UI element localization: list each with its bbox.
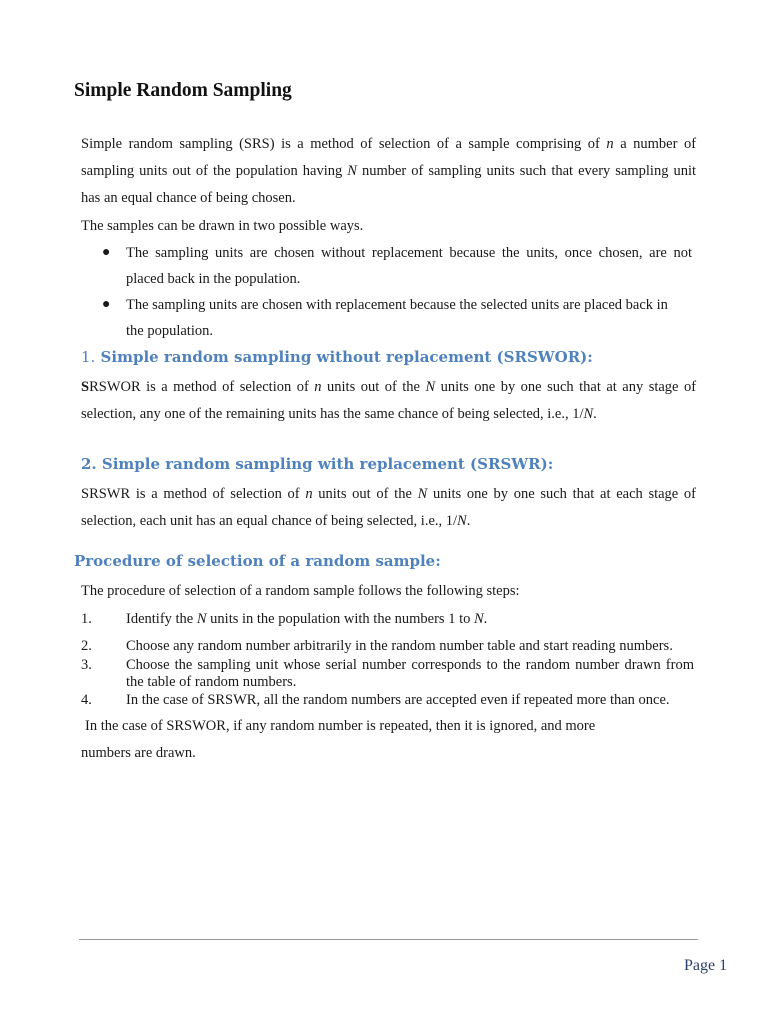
section2-paragraph: SRSWR is a method of selection of n units out of the N units one by one such that at each stage of selection, each unit has an equal chance of being selected, i.e., 1/N. [81,486,697,529]
page-title: Simple Random Sampling [74,80,292,101]
procedure-intro: The procedure of selection of a random sample follows the following steps: [81,583,520,599]
page-number: Page 1 [684,957,728,974]
procedure-heading: Procedure of selection of a random sample: [74,552,441,570]
bullet-icon: ● [102,245,111,260]
closing-line-1: In the case of SRSWOR, if any random number is repeated, then it is ignored, and more [85,718,596,734]
footer-divider [79,939,698,940]
section2-heading: 2. Simple random sampling with replacement (SRSWR): [81,455,554,473]
variable-N: N [347,163,357,179]
section1-paragraph: SRSWOR is a method of selection of n units out of the N units one by one such that at any stage of selection, any one of the remaining units has the same chance of being selected, i.e., 1/N. [81,379,697,422]
closing-line-2: numbers are drawn. [81,745,196,761]
intro-paragraph: Simple random sampling (SRS) is a method of selection of a sample comprising of n a number of sampling units out of the population having N number of sampling units such that every sampling unit has an equal chance of being chosen. [81,136,697,206]
section1-heading: 1. Simple random sampling without replacement (SRSWOR): [81,348,593,366]
bullet-icon: ● [102,297,111,312]
ways-paragraph: The samples can be drawn in two possible ways. [81,218,364,234]
variable-n: n [606,136,614,152]
